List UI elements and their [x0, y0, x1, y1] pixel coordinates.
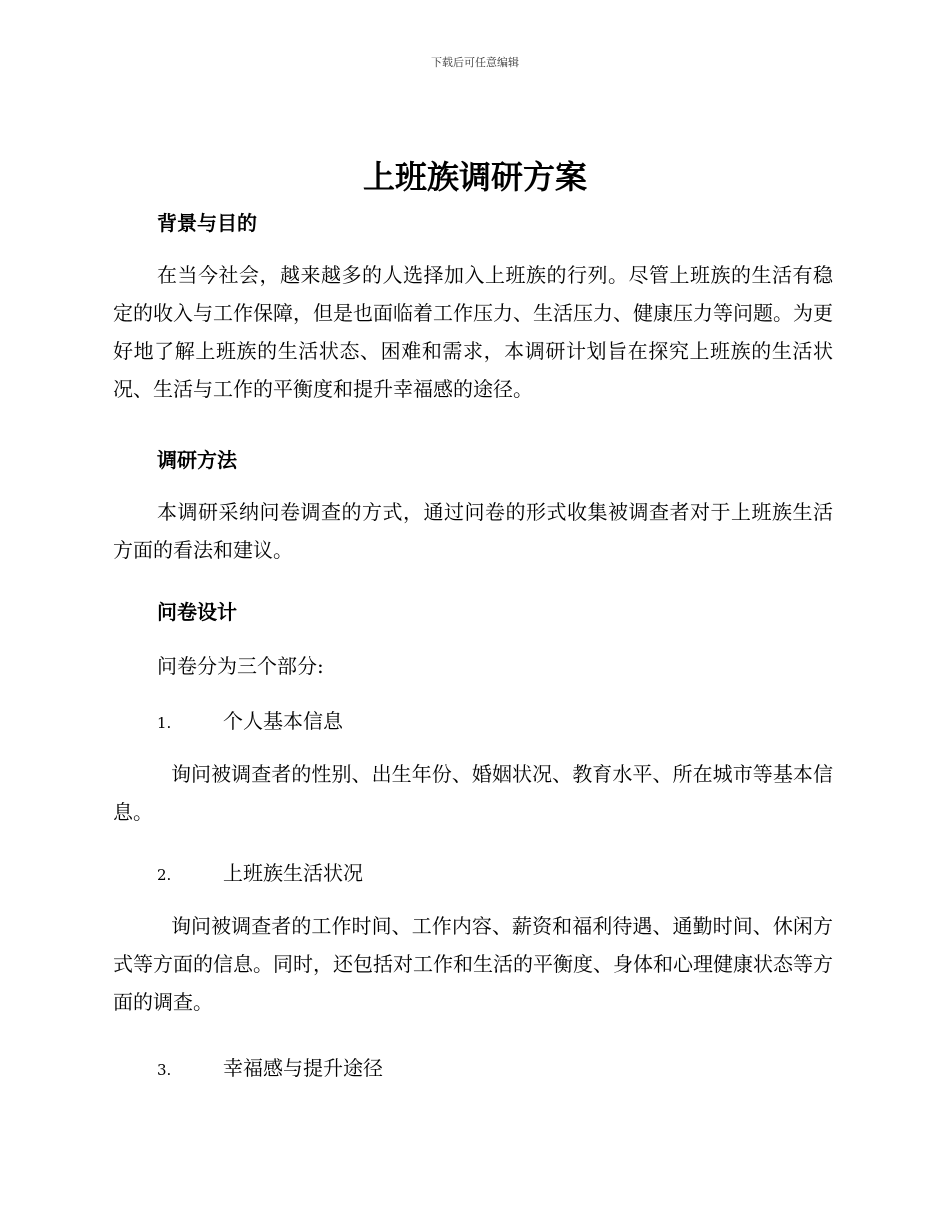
list-item-number: 1. — [157, 714, 172, 732]
list-item-title: 幸福感与提升途径 — [223, 1056, 383, 1080]
list-item-title: 上班族生活状况 — [223, 861, 363, 885]
section-heading-design: 问卷设计 — [157, 600, 237, 624]
list-item-2 — [157, 857, 363, 886]
list-item-2-description: 询问被调查者的工作时间、工作内容、薪资和福利待遇、通勤时间、休闲方式等方面的信息。同时，还包括对工作和生活的平衡度、身体和心理健康状态等方面的调查。 — [113, 914, 833, 1014]
list-item-3 — [157, 1052, 383, 1081]
list-item-number: 3. — [157, 1061, 172, 1079]
list-item-number: 2. — [157, 866, 172, 884]
header-note: 下载后可任意编辑 — [431, 56, 519, 69]
list-item-1 — [157, 705, 343, 734]
section-heading-background: 背景与目的 — [157, 211, 257, 235]
paragraph-background: 在当今社会，越来越多的人选择加入上班族的行列。尽管上班族的生活有稳定的收入与工作保障，但是也面临着工作压力、生活压力、健康压力等问题。为更好地了解上班族的生活状态、困难和需求，本调研计划旨在探究上班族的生活状况、生活与工作的平衡度和提升幸福感的途径。 — [113, 263, 833, 401]
page-title: 上班族调研方案 — [362, 158, 587, 196]
paragraph-method: 本调研采纳问卷调查的方式，通过问卷的形式收集被调查者对于上班族生活方面的看法和建议。 — [113, 500, 833, 562]
section-heading-method: 调研方法 — [157, 448, 237, 472]
design-intro: 问卷分为三个部分: — [157, 654, 324, 678]
list-item-title: 个人基本信息 — [223, 709, 343, 733]
list-item-1-description: 询问被调查者的性别、出生年份、婚姻状况、教育水平、所在城市等基本信息。 — [113, 762, 833, 824]
